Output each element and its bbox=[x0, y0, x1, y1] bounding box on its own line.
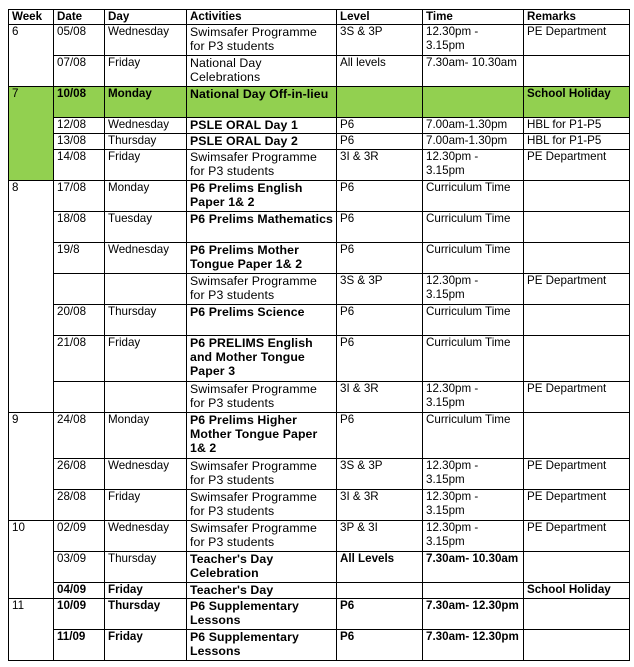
day-cell: Tuesday bbox=[105, 212, 187, 243]
day-cell: Friday bbox=[105, 56, 187, 87]
level-cell: All Levels bbox=[337, 552, 423, 583]
level-cell: P6 bbox=[337, 118, 423, 134]
date-cell bbox=[54, 274, 105, 305]
header-time: Time bbox=[423, 10, 524, 25]
day-cell: Thursday bbox=[105, 134, 187, 150]
activity-cell: P6 PRELIMS English and Mother Tongue Paper 3 bbox=[187, 336, 337, 382]
level-cell: P6 bbox=[337, 134, 423, 150]
date-cell: 14/08 bbox=[54, 150, 105, 181]
day-cell: Friday bbox=[105, 583, 187, 599]
activity-cell: PSLE ORAL Day 1 bbox=[187, 118, 337, 134]
table-row bbox=[9, 630, 630, 661]
day-cell: Thursday bbox=[105, 599, 187, 630]
activity-cell: Swimsafer Programme for P3 students bbox=[187, 490, 337, 521]
table-row bbox=[9, 490, 630, 521]
schedule-body bbox=[9, 25, 630, 661]
time-cell: Curriculum Time bbox=[423, 181, 524, 212]
time-cell: 12.30pm - 3.15pm bbox=[423, 459, 524, 490]
table-row bbox=[9, 274, 630, 305]
remarks-cell: PE Department bbox=[524, 459, 630, 490]
time-cell bbox=[423, 87, 524, 118]
table-row bbox=[9, 25, 630, 56]
level-cell: P6 bbox=[337, 181, 423, 212]
table-row bbox=[9, 521, 630, 552]
day-cell: Monday bbox=[105, 87, 187, 118]
table-row bbox=[9, 336, 630, 382]
table-row bbox=[9, 459, 630, 490]
remarks-cell: PE Department bbox=[524, 274, 630, 305]
remarks-cell bbox=[524, 305, 630, 336]
level-cell: 3I & 3R bbox=[337, 150, 423, 181]
time-cell: 12.30pm - 3.15pm bbox=[423, 490, 524, 521]
time-cell bbox=[423, 583, 524, 599]
day-cell: Thursday bbox=[105, 552, 187, 583]
time-cell: Curriculum Time bbox=[423, 212, 524, 243]
remarks-cell: PE Department bbox=[524, 382, 630, 413]
level-cell: All levels bbox=[337, 56, 423, 87]
date-cell: 28/08 bbox=[54, 490, 105, 521]
level-cell bbox=[337, 87, 423, 118]
remarks-cell bbox=[524, 552, 630, 583]
activity-cell: Teacher's Day bbox=[187, 583, 337, 599]
level-cell: P6 bbox=[337, 336, 423, 382]
day-cell bbox=[105, 382, 187, 413]
time-cell: 12.30pm - 3.15pm bbox=[423, 274, 524, 305]
day-cell: Wednesday bbox=[105, 243, 187, 274]
activity-cell: Swimsafer Programme for P3 students bbox=[187, 274, 337, 305]
activity-cell: P6 Supplementary Lessons bbox=[187, 630, 337, 661]
level-cell: 3S & 3P bbox=[337, 459, 423, 490]
remarks-cell: PE Department bbox=[524, 25, 630, 56]
table-row bbox=[9, 150, 630, 181]
remarks-cell bbox=[524, 413, 630, 459]
date-cell: 12/08 bbox=[54, 118, 105, 134]
date-cell: 11/09 bbox=[54, 630, 105, 661]
date-cell: 07/08 bbox=[54, 56, 105, 87]
table-row bbox=[9, 552, 630, 583]
day-cell: Wednesday bbox=[105, 521, 187, 552]
time-cell: Curriculum Time bbox=[423, 305, 524, 336]
activity-cell: P6 Prelims Mother Tongue Paper 1& 2 bbox=[187, 243, 337, 274]
activity-cell: Swimsafer Programme for P3 students bbox=[187, 521, 337, 552]
remarks-cell: PE Department bbox=[524, 150, 630, 181]
remarks-cell: HBL for P1-P5 bbox=[524, 118, 630, 134]
level-cell: P6 bbox=[337, 599, 423, 630]
week-cell: 7 bbox=[9, 87, 54, 181]
activity-cell: P6 Prelims Higher Mother Tongue Paper 1& 2 bbox=[187, 413, 337, 459]
time-cell: 7.30am- 12.30pm bbox=[423, 630, 524, 661]
time-cell: 7.00am-1.30pm bbox=[423, 134, 524, 150]
time-cell: 12.30pm - 3.15pm bbox=[423, 521, 524, 552]
date-cell: 03/09 bbox=[54, 552, 105, 583]
time-cell: 7.30am- 12.30pm bbox=[423, 599, 524, 630]
header-day: Day bbox=[105, 10, 187, 25]
time-cell: 12.30pm - 3.15pm bbox=[423, 25, 524, 56]
date-cell bbox=[54, 382, 105, 413]
header-week: Week bbox=[9, 10, 54, 25]
date-cell: 13/08 bbox=[54, 134, 105, 150]
level-cell bbox=[337, 583, 423, 599]
remarks-cell bbox=[524, 599, 630, 630]
activity-cell: P6 Supplementary Lessons bbox=[187, 599, 337, 630]
level-cell: 3I & 3R bbox=[337, 490, 423, 521]
schedule-table bbox=[8, 9, 630, 661]
table-row bbox=[9, 118, 630, 134]
day-cell: Friday bbox=[105, 490, 187, 521]
level-cell: P6 bbox=[337, 413, 423, 459]
week-cell: 8 bbox=[9, 181, 54, 413]
day-cell: Friday bbox=[105, 336, 187, 382]
date-cell: 17/08 bbox=[54, 181, 105, 212]
remarks-cell bbox=[524, 336, 630, 382]
activity-cell: Swimsafer Programme for P3 students bbox=[187, 150, 337, 181]
week-cell: 9 bbox=[9, 413, 54, 521]
remarks-cell bbox=[524, 212, 630, 243]
remarks-cell bbox=[524, 243, 630, 274]
day-cell: Thursday bbox=[105, 305, 187, 336]
activity-cell: Swimsafer Programme for P3 students bbox=[187, 382, 337, 413]
date-cell: 10/08 bbox=[54, 87, 105, 118]
level-cell: P6 bbox=[337, 305, 423, 336]
table-row bbox=[9, 413, 630, 459]
time-cell: Curriculum Time bbox=[423, 336, 524, 382]
week-cell: 11 bbox=[9, 599, 54, 661]
level-cell: P6 bbox=[337, 630, 423, 661]
header-remarks: Remarks bbox=[524, 10, 630, 25]
level-cell: P6 bbox=[337, 212, 423, 243]
remarks-cell: School Holiday bbox=[524, 87, 630, 118]
activity-cell: National Day Off-in-lieu bbox=[187, 87, 337, 118]
table-row bbox=[9, 212, 630, 243]
date-cell: 02/09 bbox=[54, 521, 105, 552]
table-row bbox=[9, 599, 630, 630]
date-cell: 18/08 bbox=[54, 212, 105, 243]
activity-cell: P6 Prelims Science bbox=[187, 305, 337, 336]
remarks-cell: PE Department bbox=[524, 490, 630, 521]
day-cell: Wednesday bbox=[105, 25, 187, 56]
level-cell: 3S & 3P bbox=[337, 25, 423, 56]
header-level: Level bbox=[337, 10, 423, 25]
week-cell: 6 bbox=[9, 25, 54, 87]
date-cell: 19/8 bbox=[54, 243, 105, 274]
day-cell bbox=[105, 274, 187, 305]
level-cell: 3I & 3R bbox=[337, 382, 423, 413]
remarks-cell: PE Department bbox=[524, 521, 630, 552]
remarks-cell: School Holiday bbox=[524, 583, 630, 599]
date-cell: 04/09 bbox=[54, 583, 105, 599]
date-cell: 26/08 bbox=[54, 459, 105, 490]
header-date: Date bbox=[54, 10, 105, 25]
day-cell: Wednesday bbox=[105, 459, 187, 490]
level-cell: P6 bbox=[337, 243, 423, 274]
date-cell: 05/08 bbox=[54, 25, 105, 56]
day-cell: Wednesday bbox=[105, 118, 187, 134]
time-cell: 7.00am-1.30pm bbox=[423, 118, 524, 134]
remarks-cell: HBL for P1-P5 bbox=[524, 134, 630, 150]
time-cell: Curriculum Time bbox=[423, 243, 524, 274]
table-row bbox=[9, 243, 630, 274]
date-cell: 20/08 bbox=[54, 305, 105, 336]
week-cell: 10 bbox=[9, 521, 54, 599]
activity-cell: P6 Prelims Mathematics bbox=[187, 212, 337, 243]
day-cell: Monday bbox=[105, 413, 187, 459]
time-cell: 7.30am- 10.30am bbox=[423, 56, 524, 87]
table-row bbox=[9, 382, 630, 413]
activity-cell: Swimsafer Programme for P3 students bbox=[187, 459, 337, 490]
date-cell: 24/08 bbox=[54, 413, 105, 459]
table-row bbox=[9, 56, 630, 87]
header-activities: Activities bbox=[187, 10, 337, 25]
activity-cell: Swimsafer Programme for P3 students bbox=[187, 25, 337, 56]
activity-cell: Teacher's Day Celebration bbox=[187, 552, 337, 583]
time-cell: 12.30pm - 3.15pm bbox=[423, 150, 524, 181]
activity-cell: National Day Celebrations bbox=[187, 56, 337, 87]
day-cell: Monday bbox=[105, 181, 187, 212]
table-row bbox=[9, 583, 630, 599]
day-cell: Friday bbox=[105, 630, 187, 661]
time-cell: 7.30am- 10.30am bbox=[423, 552, 524, 583]
table-row bbox=[9, 305, 630, 336]
remarks-cell bbox=[524, 56, 630, 87]
remarks-cell bbox=[524, 181, 630, 212]
remarks-cell bbox=[524, 630, 630, 661]
header-row bbox=[9, 10, 630, 25]
activity-cell: PSLE ORAL Day 2 bbox=[187, 134, 337, 150]
day-cell: Friday bbox=[105, 150, 187, 181]
level-cell: 3S & 3P bbox=[337, 274, 423, 305]
time-cell: Curriculum Time bbox=[423, 413, 524, 459]
table-row bbox=[9, 181, 630, 212]
time-cell: 12.30pm - 3.15pm bbox=[423, 382, 524, 413]
table-row bbox=[9, 87, 630, 118]
date-cell: 21/08 bbox=[54, 336, 105, 382]
table-row bbox=[9, 134, 630, 150]
activity-cell: P6 Prelims English Paper 1& 2 bbox=[187, 181, 337, 212]
level-cell: 3P & 3I bbox=[337, 521, 423, 552]
date-cell: 10/09 bbox=[54, 599, 105, 630]
